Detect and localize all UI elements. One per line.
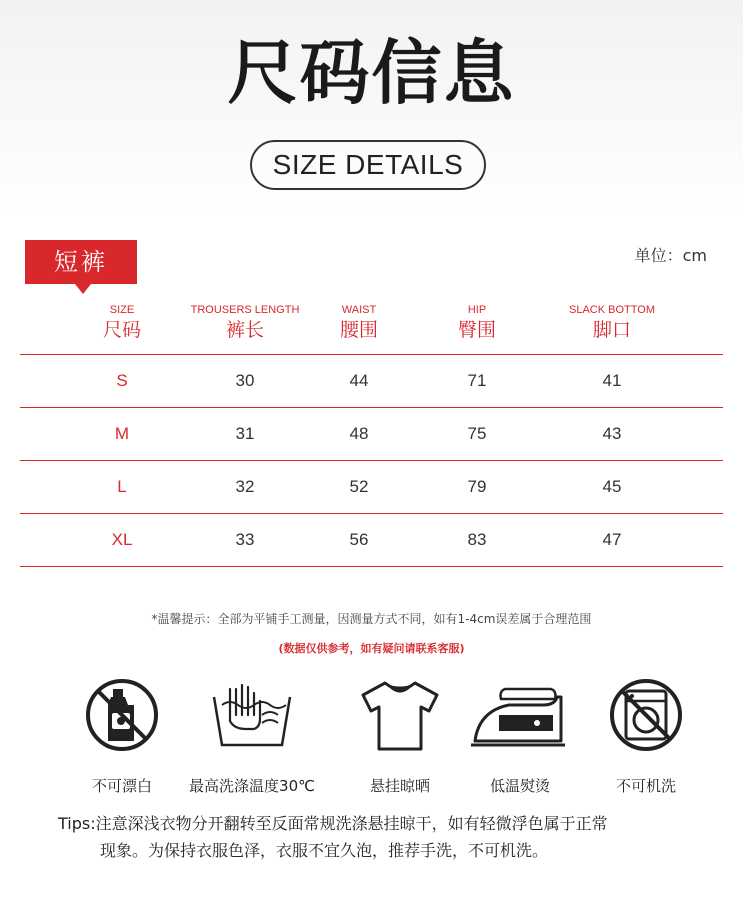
no-bleach-icon [82,675,162,755]
cell-waist: 56 [349,530,369,549]
header-zh: 腰围 [339,319,379,341]
cell-size: S [116,371,128,390]
care-item [182,675,322,796]
table-row [20,355,723,408]
cell-length: 31 [235,424,255,443]
cell-bottom: 45 [602,477,622,496]
care-icons [0,675,743,805]
reference-note: (数据仅供参考，如有疑问请联系客服) [278,642,465,655]
cell-size: L [117,477,127,496]
table-row [20,514,723,567]
cell-waist: 48 [349,424,369,443]
wash-30-icon [202,675,302,755]
care-label: 最高洗涤温度30℃ [189,777,315,795]
cell-hip: 83 [467,530,487,549]
page-title: 尺码信息 [227,32,516,114]
header-waist [340,303,378,343]
header-size [103,303,141,343]
cell-hip: 79 [467,477,487,496]
measure-note: *温馨提示：全部为平铺手工测量，因测量方式不同，如有1-4cm误差属于合理范围 [151,612,592,626]
header-en: WAIST [341,304,377,316]
table-header [20,300,723,355]
hang-dry-icon [355,675,445,755]
cell-length: 33 [235,530,255,549]
cell-size: XL [111,530,133,549]
header-en: SIZE [109,304,135,316]
header-en: SLACK BOTTOM [569,304,655,316]
table-row [20,461,723,514]
tips-line-2: 现象。为保持衣服色泽，衣服不宜久泡，推荐手洗，不可机洗。 [100,841,549,860]
header-zh: 尺码 [102,319,142,341]
care-label: 不可漂白 [91,777,152,795]
low-iron-icon [465,675,575,755]
tips-line-1: Tips:注意深浅衣物分开翻转至反面常规洗涤悬挂晾干，如有轻微浮色属于正常 [58,814,608,833]
cell-length: 30 [235,371,255,390]
table-row [20,408,723,461]
cell-length: 32 [235,477,255,496]
cell-hip: 75 [467,424,487,443]
care-tips [58,810,708,864]
care-item [450,675,590,796]
care-label: 悬挂晾晒 [369,777,430,795]
care-label: 不可机洗 [615,777,676,795]
category-tag: 短裤 [25,240,137,284]
header-zh: 裤长 [225,319,265,341]
header-zh: 脚口 [592,319,632,341]
header-bottom [569,303,655,343]
cell-hip: 71 [467,371,487,390]
care-item [576,675,716,796]
page-subtitle: SIZE DETAILS [250,140,486,190]
cell-waist: 44 [349,371,369,390]
care-item [330,675,470,796]
header-length [191,303,300,343]
care-item [52,675,192,796]
cell-bottom: 41 [602,371,622,390]
cell-waist: 52 [349,477,369,496]
cell-size: M [114,424,130,443]
cell-bottom: 43 [602,424,622,443]
header-en: HIP [467,304,487,316]
size-table [20,300,723,567]
unit-label: 单位：cm [634,246,707,265]
no-machine-wash-icon [606,675,686,755]
care-label: 低温熨烫 [489,777,550,795]
cell-bottom: 47 [602,530,622,549]
header-en: TROUSERS LENGTH [190,304,300,316]
header-hip [458,303,496,343]
header-zh: 臀围 [457,319,497,341]
